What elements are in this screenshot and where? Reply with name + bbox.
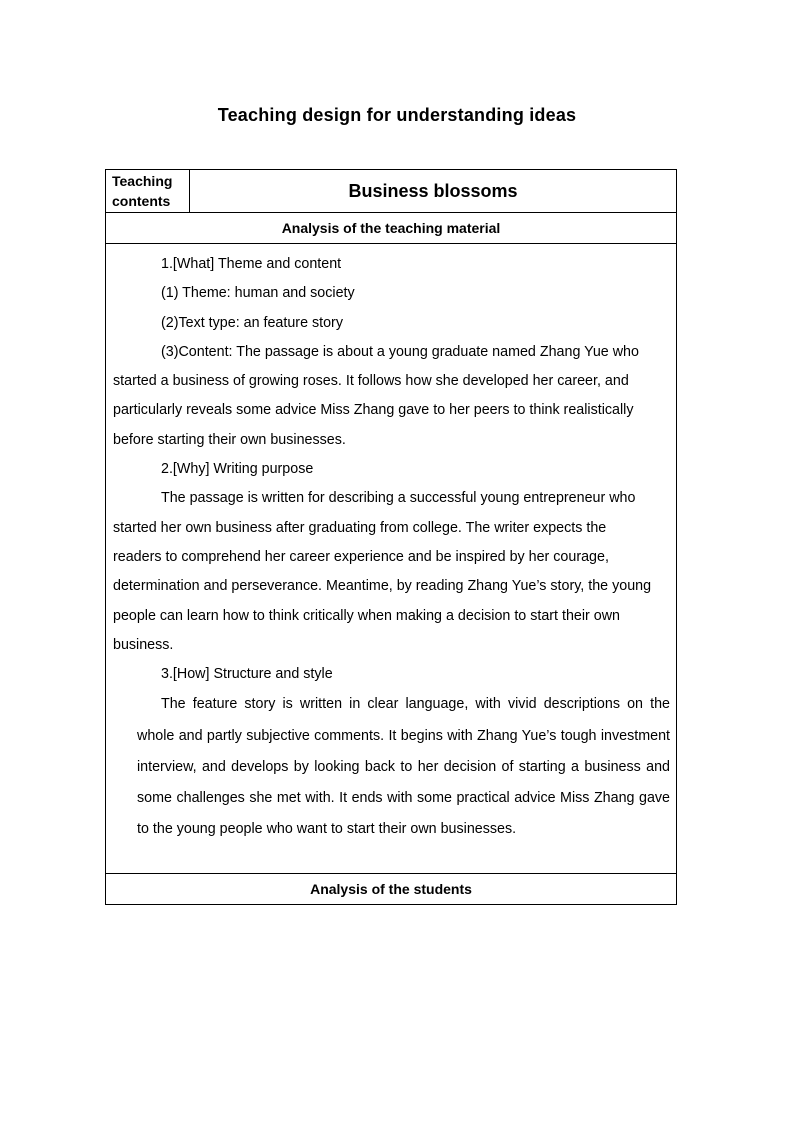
purpose-line-6: business.: [113, 636, 174, 653]
purpose-line-4: determination and perseverance. Meantime, by reading Zhang Yue’s story, the young: [113, 578, 652, 595]
theme-line: (1) Theme: human and society: [161, 285, 355, 302]
material-analysis-body: [106, 244, 677, 874]
purpose-line-3: readers to comprehend her career experience and be inspired by her courage,: [113, 548, 609, 565]
material-heading-row: [106, 213, 677, 244]
content-line-3: particularly reveals some advice Miss Zhang gave to her peers to think realistically: [113, 402, 634, 419]
content-line-1: (3)Content: The passage is about a young graduate named Zhang Yue who: [161, 343, 639, 360]
material-analysis-heading: Analysis of the teaching material: [106, 213, 677, 244]
purpose-line-1: The passage is written for describing a successful young entrepreneur who: [161, 490, 636, 507]
students-analysis-heading: Analysis of the students: [106, 874, 677, 905]
structure-style-text: The feature story is written in clear language, with vivid descriptions on the whole and partly subjective comments. It begins with Zhang Yue’s tough investment interview, and develops by looking back to her decision of starting a business and some challenges she met with. It ends with some practical advice Miss Zhang gave to the young people who want to start their own businesses.: [137, 696, 670, 838]
document-title: Teaching design for understanding ideas: [217, 105, 577, 125]
text-type-line: (2)Text type: an feature story: [161, 314, 343, 331]
lesson-title: Business blossoms: [190, 170, 677, 213]
material-body-row: [106, 244, 677, 874]
content-line-2: started a business of growing roses. It follows how she developed her career, and: [113, 373, 629, 390]
what-heading: 1.[What] Theme and content: [161, 256, 342, 272]
structure-style-paragraph: [113, 689, 670, 845]
why-heading: 2.[Why] Writing purpose: [161, 461, 314, 478]
content-line-4: before starting their own businesses.: [113, 431, 346, 448]
purpose-line-5: people can learn how to think critically when making a decision to start their own: [113, 607, 621, 624]
how-heading: 3.[How] Structure and style: [161, 666, 333, 683]
purpose-line-2: started her own business after graduating from college. The writer expects the: [113, 519, 607, 536]
teaching-contents-label: Teaching contents: [106, 170, 190, 213]
students-heading-row: [106, 874, 677, 905]
teaching-design-table: [105, 169, 677, 905]
teaching-contents-row: [106, 170, 677, 213]
